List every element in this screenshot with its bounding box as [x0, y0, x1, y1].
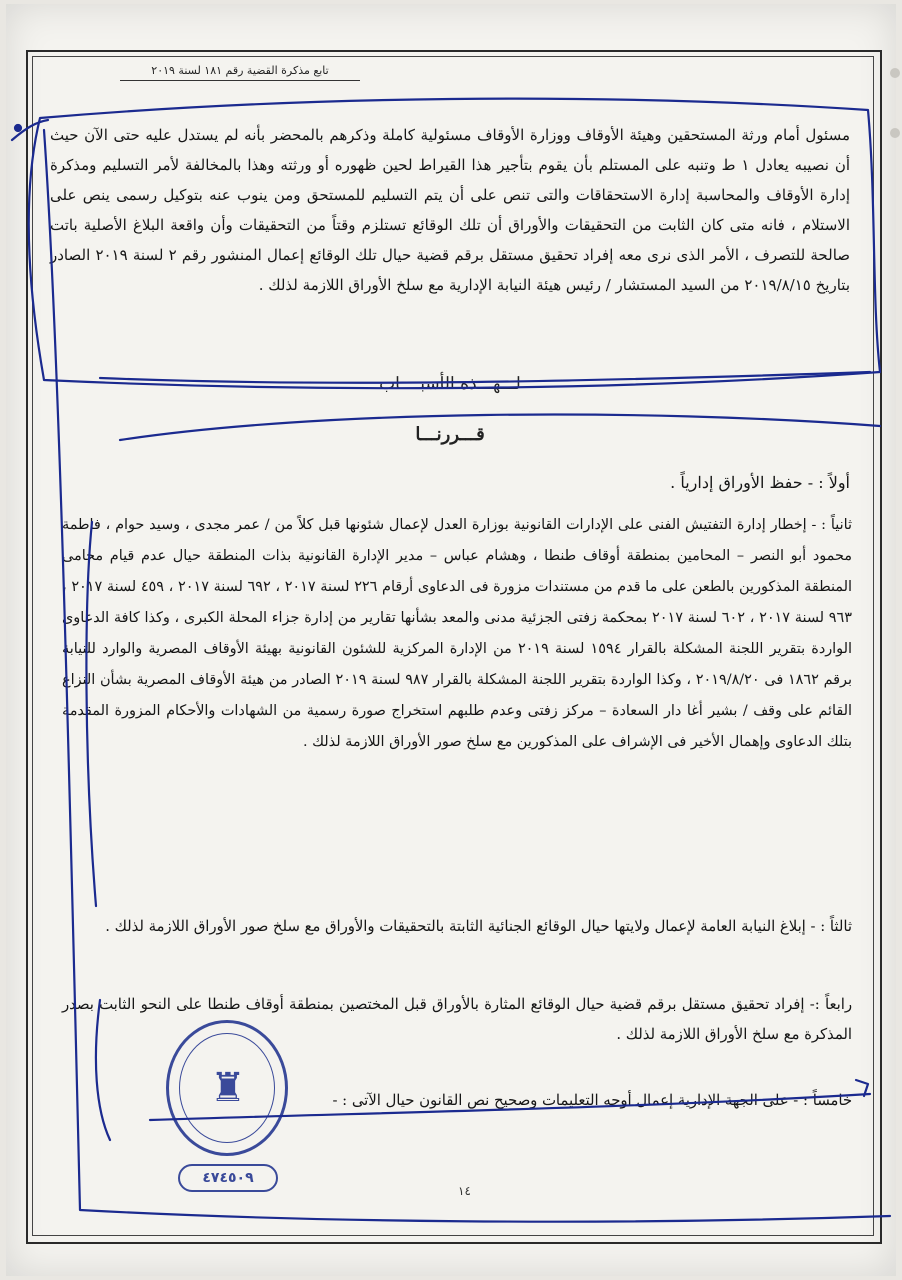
punch-hole [890, 68, 900, 78]
eagle-emblem-icon: ♜ [210, 1065, 246, 1111]
header-underline [120, 80, 360, 81]
decision-item-second: ثانياً : - إخطار إدارة التفتيش الفنى على الإدارات القانونية بوزارة العدل لإعمال شئونها قبل كلاً من / عمر مجدى ، وسيد حوام ، فاطمة محمود أبو النصر – المحامين بمنطقة أوقاف طنطا ، وهشام عباس – مدير الإدارة القانونية بذات المنطقة حيال عدم قيام محامى المنطقة المذكورين بالطعن على ما قدم من مستندات مزورة فى الدعاوى أرقام ٢٢٦ لسنة ٢٠١٧ ، ٦٩٢ لسنة ٢٠١٧ ، ٤٥٩ لسنة ٢٠١٧ ، ٩٦٣ لسنة ٢٠١٧ ، ٦٠٢ لسنة ٢٠١٧ بمحكمة زفتى الجزئية مدنى والمعد بشأنها تقارير من إدارة جزاء المحلة الكبرى ، وكذا كافة الدعاوى الواردة بتقرير اللجنة المشكلة بالقرار ١٥٩٤ لسنة ٢٠١٩ من الإدارة المركزية للشئون القانونية بهيئة الأوقاف المصرية والوارد للنيابة برقم ١٨٦٢ فى ٢٠١٩/٨/٢٠ ، وكذا الواردة بتقرير اللجنة المشكلة بالقرار ٩٨٧ لسنة ٢٠١٩ الصادر من هيئة الأوقاف المصرية بشأن النزاع القائم على وقف / بشير أغا دار السعادة – مركز زفتى وعدم طلبهم استخراج صورة رسمية من الشهادات والأحكام المزورة المقدمة بتلك الدعاوى وإهمال الأخير فى الإشراف على المذكورين مع سلخ صور الأوراق اللازمة لذلك . [62, 517, 853, 750]
decision-item-third: ثالثاً : - إبلاغ النيابة العامة لإعمال ولايتها حيال الوقائع الجنائية الثابتة بالتحقيقات والأوراق مع سلخ صور الأوراق اللازمة لذلك . [105, 918, 852, 935]
causes-heading: لـــهـــذه الأسبــــاب [379, 374, 521, 394]
punch-hole [890, 128, 900, 138]
decision-item-first: أولاً : - حفظ الأوراق إدارياً . [670, 473, 850, 492]
page-number: ١٤ [458, 1184, 471, 1198]
memo-header: تابع مذكرة القضية رقم ١٨١ لسنة ٢٠١٩ [151, 64, 329, 77]
intro-paragraph: مسئول أمام ورثة المستحقين وهيئة الأوقاف ووزارة الأوقاف مسئولية كاملة وذكرهم بالمحضر بأنه لم يستدل عليه حتى الآن حيث أن نصيبه يعادل ١ ط وتنبه على المستلم بأن يقوم بتأجير هذا القيراط لحين ظهوره أو ورثته وهذا بالمخالفة لأمر التسليم ومذكرة إدارة الأوقاف والمحاسبة إدارة الاستحقاقات والتى تنص على أن يتم التسليم للمستحق ومن ينوب عنه بتوكيل رسمى ينص على الاستلام ، فانه متى كان الثابت من التحقيقات والأوراق أن تلك الوقائع تستلزم وقتاً من التحقيقات وأن واقعة البلاغ الأصلية باتت صالحة للتصرف ، الأمر الذى نرى معه إفراد تحقيق مستقل برقم قضية حيال تلك الوقائع إعمال المنشور رقم ٢ لسنة ٢٠١٩ الصادر بتاريخ ٢٠١٩/٨/١٥ من السيد المستشار / رئيس هيئة النيابة الإدارية مع سلخ الأوراق اللازمة لذلك . [50, 126, 850, 294]
decided-heading: قـــررنـــا [415, 424, 485, 445]
official-seal [166, 1020, 288, 1156]
stamp-number: ٤٧٤٥٠٩ [178, 1164, 278, 1192]
decision-item-fourth: رابعاً :- إفراد تحقيق مستقل برقم قضية حيال الوقائع المثارة بالأوراق قبل المختصين بمنطقة أوقاف طنطا على النحو الثابت بصدر المذكرة مع سلخ الأوراق اللازمة لذلك . [62, 996, 852, 1043]
decision-item-fifth: خامساً : - على الجهة الإدارية إعمال أوجه التعليمات وصحيح نص القانون حيال الآتى : - [332, 1092, 852, 1109]
